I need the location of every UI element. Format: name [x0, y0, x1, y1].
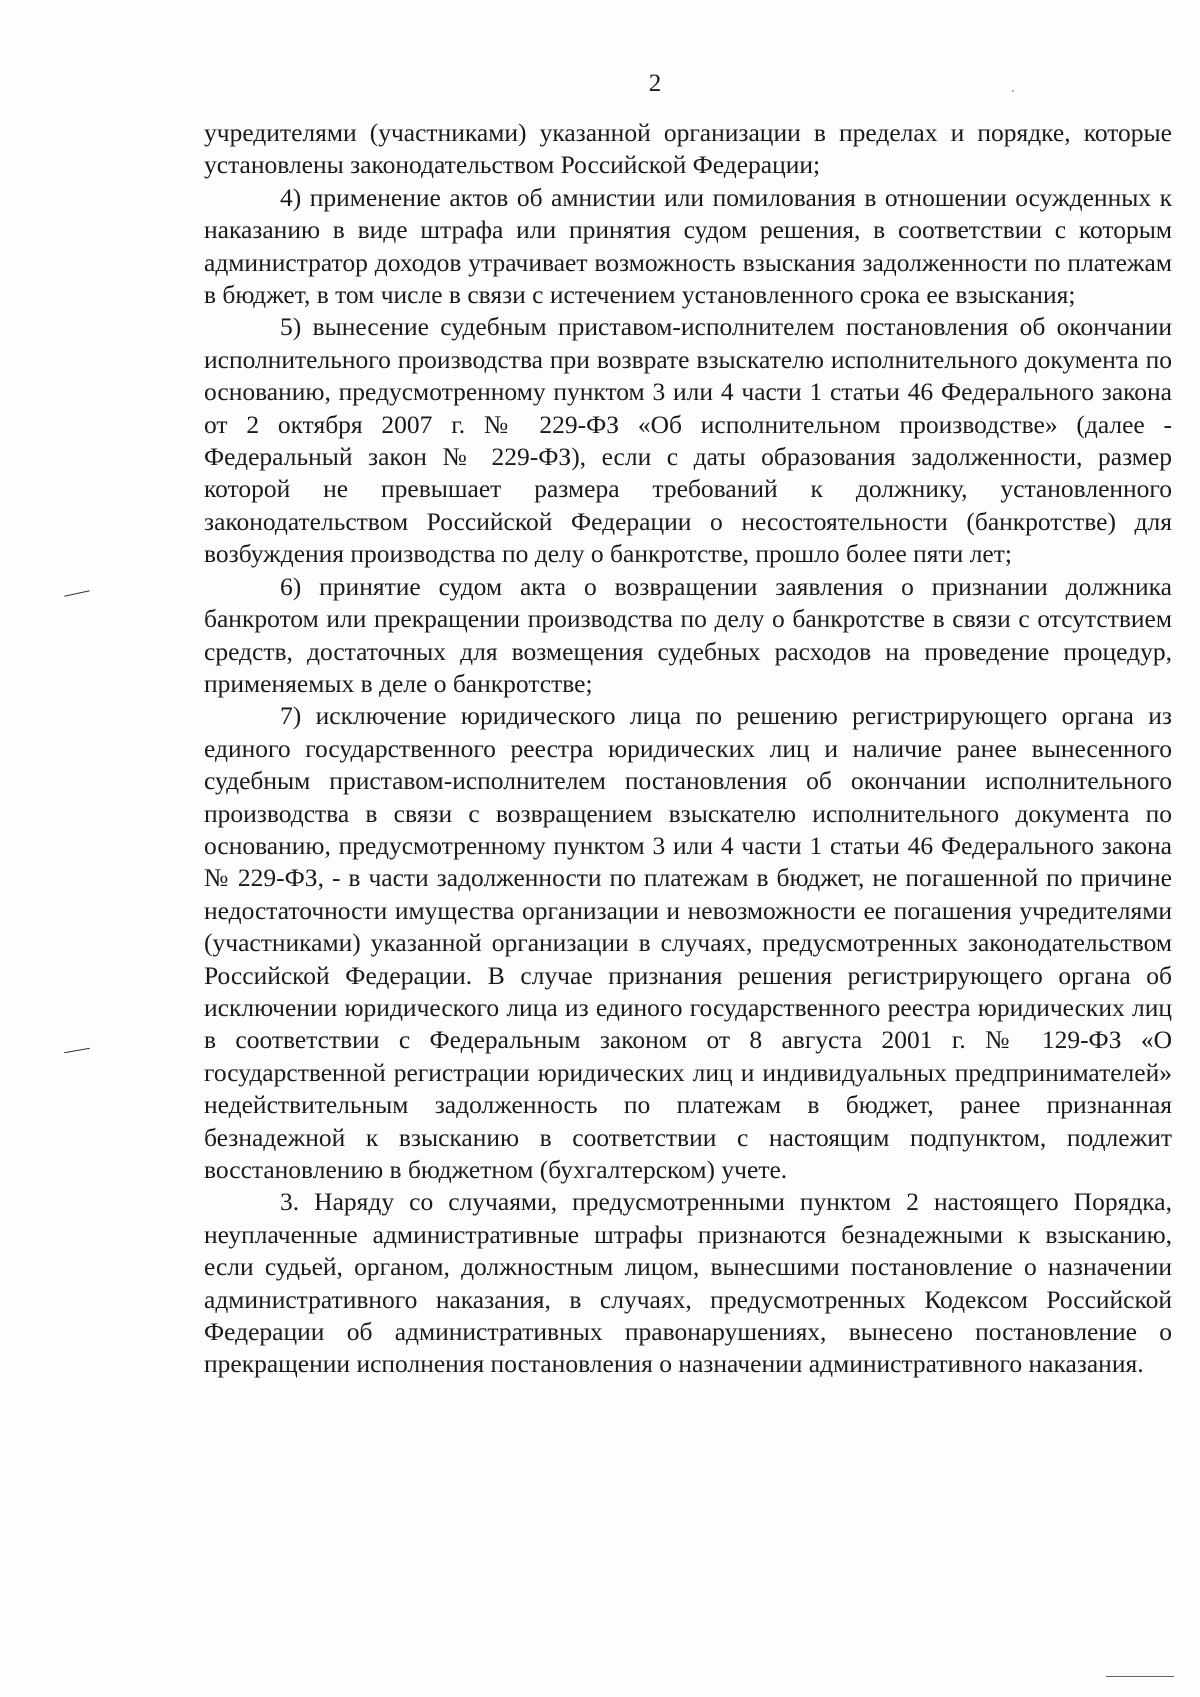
paragraph-continuation: учредителями (участниками) указанной организации в пределах и порядке, которые установлены законодательством Российской Федерации; [204, 118, 1172, 180]
paragraph-item-5: 5) вынесение судебным приставом-исполнителем постановления об окончании исполнительного производства при возврате взыскателю исполнительного документа по основанию, предусмотренному пунктом 3 или 4 части 1 статьи 46 Федерального закона от 2 октября 2007 г. № 229-ФЗ «Об исполнительном производстве» (далее - Федеральный закон № 229-ФЗ), если с даты образования задолженности, размер которой не превышает размера требований к должнику, установленного законодательством Российской Федерации о несостоятельности (банкротстве) для возбуждения производства по делу о банкротстве, прошло более пяти лет; [204, 312, 1172, 569]
paragraph-item-7: 7) исключение юридического лица по решению регистрирующего органа из единого государственного реестра юридических лиц и наличие ранее вынесенного судебным приставом-исполнителем постановления об окончании исполнительного производства в связи с возвращением взыскателю исполнительного документа по основанию, предусмотренному пунктом 3 или 4 части 1 статьи 46 Федерального закона № 229-ФЗ, - в части задолженности по платежам в бюджет, не погашенной по причине недостаточности имущества организации и невозможности ее погашения учредителями (участниками) указанной организации в случаях, предусмотренных законодательством Российской Федерации. В случае признания решения регистрирующего органа об исключении юридического лица из единого государственного реестра юридических лиц в соответствии с Федеральным законом от 8 августа 2001 г. № 129-ФЗ «О государственной регистрации юридических лиц и индивидуальных предпринимателей» недействительным задолженность по платежам в бюджет, ранее признанная безнадежной к взысканию в соответствии с настоящим подпунктом, подлежит восстановлению в бюджетном (бухгалтерском) учете. [204, 701, 1172, 1184]
paragraph-item-4: 4) применение актов об амнистии или помилования в отношении осужденных к наказанию в виде штрафа или принятия судом решения, в соответствии с которым администратор доходов утрачивает возможность взыскания задолженности по платежам в бюджет, в том числе в связи с истечением установленного срока ее взыскания; [204, 182, 1172, 310]
page-number: 2 [648, 70, 662, 97]
margin-mark-lower [64, 1048, 90, 1053]
margin-mark-upper [64, 590, 90, 596]
paragraph-point-3: 3. Наряду со случаями, предусмотренными пунктом 2 настоящего Порядка, неуплаченные административные штрафы признаются безнадежными к взысканию, если судьей, органом, должностным лицом, вынесшими постановление о назначении административного наказания, в случаях, предусмотренных Кодексом Российской Федерации об административных правонарушениях, вынесено постановление о прекращении исполнения постановления о назначении административного наказания. [204, 1187, 1172, 1379]
document-body [204, 117, 1172, 1381]
margin-mark-bottom-right [1106, 1676, 1174, 1677]
paragraph-item-6: 6) принятие судом акта о возвращении заявления о признании должника банкротом или прекращении производства по делу о банкротстве в связи с отсутствием средств, достаточных для возмещения судебных расходов на проведение процедур, применяемых в деле о банкротстве; [204, 571, 1172, 698]
scan-dot [1012, 90, 1014, 92]
